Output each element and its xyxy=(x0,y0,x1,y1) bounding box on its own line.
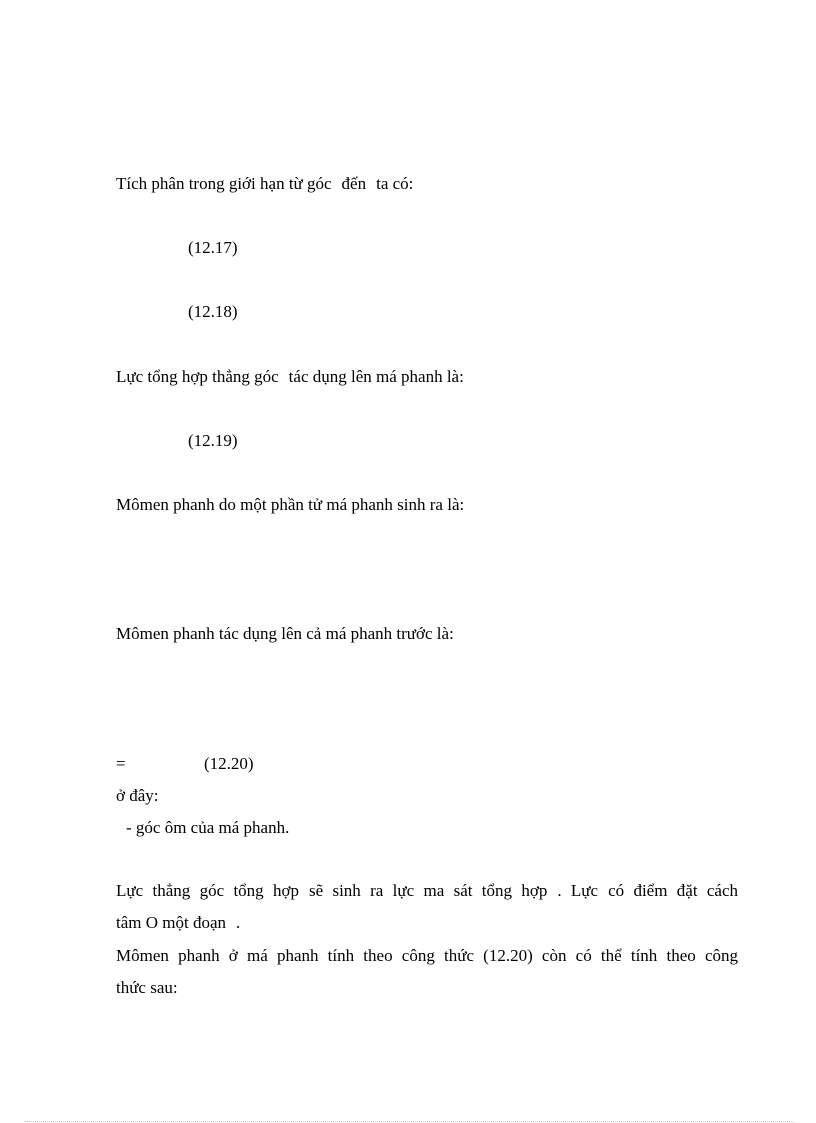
friction-text-d: có điểm đặt cách xyxy=(608,881,739,900)
formula-paragraph-line-1: Mômen phanh ở má phanh tính theo công thức (12.20) còn có thể tính theo công xyxy=(116,946,738,965)
formula-paragraph-line-2: thức sau: xyxy=(116,978,178,997)
integral-intro-text: Tích phân trong giới hạn từ góc xyxy=(116,174,332,193)
friction-text-c: . Lực xyxy=(557,881,599,900)
integral-intro-to: đến xyxy=(341,174,367,193)
integral-intro-line xyxy=(116,174,413,194)
integral-intro-end: ta có: xyxy=(376,174,414,193)
friction-text-a: Lực thẳng góc tổng hợp xyxy=(116,881,299,900)
moment-element-line: Mômen phanh do một phần tử má phanh sinh ra là: xyxy=(116,495,465,514)
friction-text-e: tâm O một đoạn xyxy=(116,913,227,932)
moment-front-line: Mômen phanh tác dụng lên cả má phanh trước là: xyxy=(116,624,454,643)
angle-definition: - góc ôm của má phanh. xyxy=(126,818,290,837)
normal-force-text: Lực tổng hợp thẳng góc xyxy=(116,367,279,386)
page-bottom-divider xyxy=(24,1121,794,1122)
equation-label-12-20: (12.20) xyxy=(204,754,254,773)
friction-text-b: sẽ sinh ra lực ma sát tổng hợp xyxy=(308,881,548,900)
friction-paragraph-line-1 xyxy=(116,881,738,901)
equals-sign: = xyxy=(116,754,126,773)
friction-paragraph-line-2 xyxy=(116,913,240,933)
friction-text-f: . xyxy=(236,913,241,932)
equation-label-12-18: (12.18) xyxy=(188,302,238,321)
equation-label-12-17: (12.17) xyxy=(188,238,238,257)
normal-force-end: tác dụng lên má phanh là: xyxy=(288,367,464,386)
where-label: ở đây: xyxy=(116,786,159,805)
equation-label-12-19: (12.19) xyxy=(188,431,238,450)
normal-force-line xyxy=(116,367,464,387)
